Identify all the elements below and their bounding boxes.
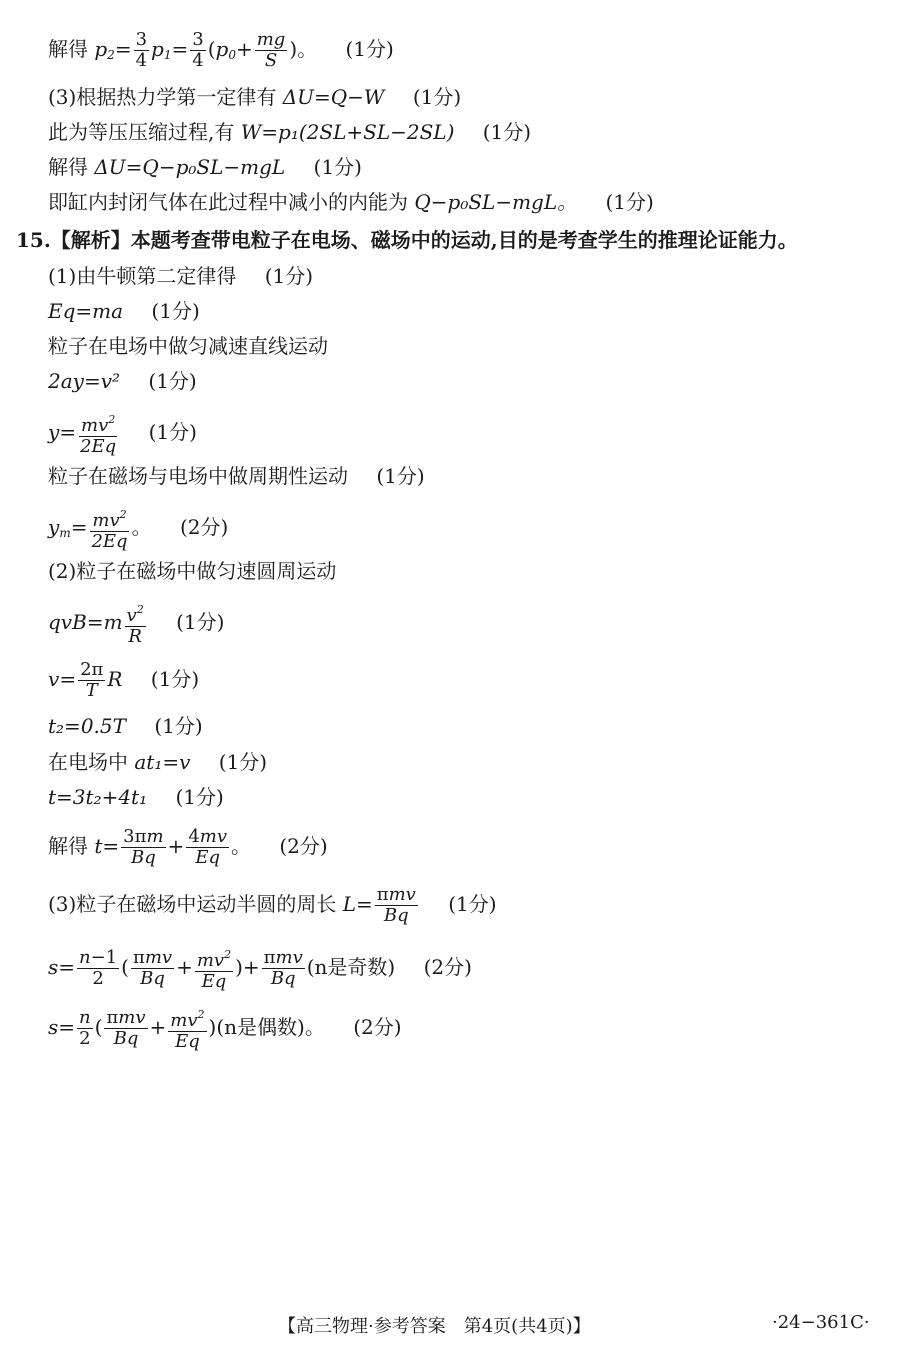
condition: (n是奇数) xyxy=(306,955,396,979)
answer-line xyxy=(48,713,203,739)
label: 解得 xyxy=(48,37,88,61)
score: (1分) xyxy=(605,190,654,214)
answer-line xyxy=(48,558,336,584)
label: 解得 xyxy=(48,834,88,858)
label: 即缸内封闭气体在此过程中减小的内能为 xyxy=(48,190,408,214)
answer-line: 解得 t= $\frac{3\pi m}{Bq}$ + $\frac{4mv}{Eq}$ 。 (2分) xyxy=(48,826,328,868)
equation: ΔU=Q−W xyxy=(282,85,385,109)
score: (2分) xyxy=(179,515,229,539)
score: (1分) xyxy=(482,120,532,144)
label: 粒子在电场中做匀减速直线运动 xyxy=(48,334,328,358)
label: (3)根据热力学第一定律有 xyxy=(48,85,277,109)
answer-line: y= $\frac{mv^2}{2Eq}$ (1分) xyxy=(48,410,197,457)
label: 在电场中 xyxy=(48,750,128,774)
answer-line xyxy=(48,189,654,215)
equation: at₁=v xyxy=(134,750,191,774)
answer-line xyxy=(48,119,531,145)
answer-line xyxy=(48,84,461,110)
label: 粒子在磁场与电场中做周期性运动 xyxy=(48,464,348,488)
answer-line: s= $\frac{n}{2}$ ( $\frac{\text{πmv}}{Bq}$ + $\frac{mv^2}{Eq}$ )(n是偶数)。 (2分) xyxy=(48,1007,402,1052)
score: (2分) xyxy=(279,834,328,858)
answer-line xyxy=(48,784,224,810)
answer-line xyxy=(48,333,328,359)
score: (1分) xyxy=(151,299,200,323)
score: (1分) xyxy=(264,264,314,288)
score: (1分) xyxy=(148,420,197,444)
answer-line xyxy=(48,749,267,775)
label: 此为等压压缩过程,有 xyxy=(48,120,235,144)
answer-line: 解得 $p_2=$ $\frac{3}{4}$ $p_1=$ $\frac{3}{4}$ ($p_0+$ $\frac{mg}{S}$ )。 (1分) xyxy=(48,29,394,71)
equation: Eq=ma xyxy=(48,299,124,323)
answer-line xyxy=(48,154,362,180)
score: (1分) xyxy=(154,714,203,738)
label: (1)由牛顿第二定律得 xyxy=(48,264,237,288)
page-code: ·24−361C· xyxy=(772,1312,870,1333)
answer-line xyxy=(48,463,425,489)
answer-line: (3)粒子在磁场中运动半圆的周长 L= $\frac{\text{πmv}}{Bq}$ (1分) xyxy=(48,884,497,926)
equation: W=p₁(2SL+SL−2SL) xyxy=(240,120,455,144)
equation: Q−p₀SL−mgL。 xyxy=(414,190,578,214)
score: (1分) xyxy=(150,667,200,691)
score: (1分) xyxy=(313,155,362,179)
question-number: 15. xyxy=(16,228,51,252)
answer-line xyxy=(48,263,313,289)
answer-line: v= $\frac{2\pi}{T}$ R (1分) xyxy=(48,659,200,701)
equation: t=3t₂+4t₁ xyxy=(48,785,148,809)
score: (1分) xyxy=(345,37,394,61)
question-title: 【解析】本题考查带电粒子在电场、磁场中的运动,目的是考查学生的推理论证能力。 xyxy=(50,228,798,252)
equation: ΔU=Q−p₀SL−mgL xyxy=(94,155,286,179)
answer-line xyxy=(48,298,200,324)
label: 解得 xyxy=(48,155,88,179)
score: (1分) xyxy=(175,785,224,809)
label: (2)粒子在磁场中做匀速圆周运动 xyxy=(48,559,337,583)
score: (1分) xyxy=(448,892,497,916)
condition: (n是偶数)。 xyxy=(216,1015,325,1039)
score: (2分) xyxy=(423,955,472,979)
answer-line: s= $\frac{n-1}{2}$ ( $\frac{\text{πmv}}{Bq}$ + $\frac{mv^2}{Eq}$ )+ $\frac{\text{πmv}}{Bq}$ (n是奇数) (2分) xyxy=(48,947,472,992)
label: (3)粒子在磁场中运动半圆的周长 xyxy=(48,892,337,916)
equation: 2ay=v² xyxy=(48,369,121,393)
equation: t₂=0.5T xyxy=(48,714,126,738)
score: (1分) xyxy=(176,610,225,634)
page-footer: 【高三物理·参考答案 第4页(共4页)】 xyxy=(278,1316,591,1337)
answer-line: $y_m=$ $\frac{mv^2}{2Eq}$ 。 (2分) xyxy=(48,505,228,552)
score: (1分) xyxy=(148,369,197,393)
score: (2分) xyxy=(353,1015,402,1039)
answer-line xyxy=(48,368,197,394)
score: (1分) xyxy=(218,750,268,774)
score: (1分) xyxy=(376,464,425,488)
score: (1分) xyxy=(412,85,462,109)
answer-line: qvB=m $\frac{v^2}{R}$ (1分) xyxy=(48,600,224,647)
question-header xyxy=(16,227,798,253)
